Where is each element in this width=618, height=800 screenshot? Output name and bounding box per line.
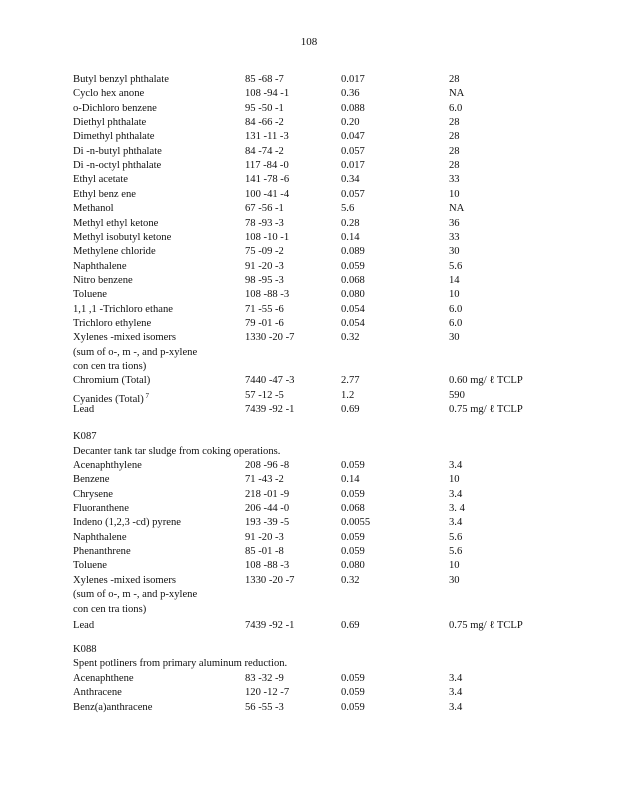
cas-number: 141 -78 -6	[245, 174, 290, 185]
cas-number: 85 -01 -8	[245, 546, 284, 557]
cas-number: 218 -01 -9	[245, 489, 290, 500]
substance-name: o-Dichloro benzene	[73, 103, 157, 114]
table-row	[0, 188, 618, 202]
cas-number: 131 -11 -3	[245, 131, 289, 142]
substance-name: Acenaphthylene	[73, 460, 142, 471]
nonwastewater-concentration: 6.0	[449, 103, 463, 114]
nonwastewater-concentration: 30	[449, 575, 460, 586]
substance-name: Acenaphthene	[73, 673, 134, 684]
substance-name: Diethyl phthalate	[73, 117, 147, 128]
substance-name: Nitro benzene	[73, 275, 133, 286]
table-row	[0, 588, 618, 602]
substance-name: Methyl ethyl ketone	[73, 218, 159, 229]
wastewater-concentration: 2.77	[341, 375, 360, 386]
wastewater-concentration: 0.068	[341, 503, 365, 514]
table-row	[0, 374, 618, 388]
cas-number: 7439 -92 -1	[245, 620, 295, 631]
wastewater-concentration: 0.32	[341, 332, 360, 343]
substance-name: Dimethyl phthalate	[73, 131, 155, 142]
table-row	[0, 145, 618, 159]
substance-name: Di -n-butyl phthalate	[73, 146, 162, 157]
substance-name: Cyanides (Total) $^7$	[73, 392, 149, 405]
cas-number: 79 -01 -6	[245, 318, 284, 329]
substance-name: Chromium (Total)	[73, 375, 151, 386]
table-row	[0, 559, 618, 573]
nonwastewater-concentration: 6.0	[449, 304, 463, 315]
table-row	[0, 303, 618, 317]
wastewater-concentration: 0.059	[341, 489, 365, 500]
wastewater-concentration: 0.14	[341, 474, 360, 485]
substance-name: Ethyl benz ene	[73, 189, 136, 200]
substance-name: (sum of o-, m -, and p-xylene	[73, 589, 198, 600]
nonwastewater-concentration: 28	[449, 117, 460, 128]
wastewater-concentration: 0.059	[341, 460, 365, 471]
wastewater-concentration: 0.047	[341, 131, 365, 142]
table-row	[0, 173, 618, 187]
table-row	[0, 603, 618, 617]
substance-name: Methanol	[73, 203, 114, 214]
wastewater-concentration: 0.057	[341, 189, 365, 200]
wastewater-concentration: 0.054	[341, 318, 365, 329]
table-row	[0, 619, 618, 633]
substance-name: Toluene	[73, 560, 107, 571]
wastewater-concentration: 0.088	[341, 103, 365, 114]
cas-number: 193 -39 -5	[245, 517, 290, 528]
footnote-marker: 7	[143, 392, 149, 400]
nonwastewater-concentration: 5.6	[449, 261, 463, 272]
cas-number: 91 -20 -3	[245, 532, 284, 543]
cas-number: 120 -12 -7	[245, 687, 290, 698]
table-row	[0, 672, 618, 686]
wastewater-concentration: 0.059	[341, 546, 365, 557]
cas-number: 98 -95 -3	[245, 275, 284, 286]
table-row	[0, 360, 618, 374]
cas-number: 117 -84 -0	[245, 160, 289, 171]
section-description-k087: Decanter tank tar sludge from coking operations.	[73, 446, 281, 457]
substance-name: Naphthalene	[73, 261, 127, 272]
table-row	[0, 403, 618, 417]
table-row	[0, 502, 618, 516]
table-row	[0, 274, 618, 288]
wastewater-concentration: 0.017	[341, 160, 365, 171]
nonwastewater-concentration: 3.4	[449, 702, 463, 713]
cas-number: 71 -43 -2	[245, 474, 284, 485]
table-row	[0, 545, 618, 559]
nonwastewater-concentration: 0.75 mg/ ℓ TCLP	[449, 404, 523, 415]
nonwastewater-concentration: 28	[449, 160, 460, 171]
table-row	[0, 389, 618, 403]
wastewater-concentration: 0.32	[341, 575, 360, 586]
table-row	[0, 473, 618, 487]
substance-name: Di -n-octyl phthalate	[73, 160, 162, 171]
nonwastewater-concentration: 14	[449, 275, 460, 286]
nonwastewater-concentration: 30	[449, 246, 460, 257]
cas-number: 7439 -92 -1	[245, 404, 295, 415]
table-row	[0, 531, 618, 545]
wastewater-concentration: 0.080	[341, 560, 365, 571]
table-row	[0, 217, 618, 231]
table-row	[0, 116, 618, 130]
nonwastewater-concentration: 0.60 mg/ ℓ TCLP	[449, 375, 523, 386]
nonwastewater-concentration: 3.4	[449, 673, 463, 684]
table-row	[0, 346, 618, 360]
cas-number: 7440 -47 -3	[245, 375, 295, 386]
table-row	[0, 102, 618, 116]
section-code-k088: K088	[73, 644, 97, 655]
wastewater-concentration: 0.059	[341, 532, 365, 543]
nonwastewater-concentration: NA	[449, 203, 465, 214]
page-number: 108	[300, 36, 318, 48]
wastewater-concentration: 0.34	[341, 174, 360, 185]
nonwastewater-concentration: 590	[449, 390, 465, 401]
substance-name: Lead	[73, 404, 95, 415]
cas-number: 83 -32 -9	[245, 673, 284, 684]
cas-number: 84 -74 -2	[245, 146, 284, 157]
cas-number: 108 -88 -3	[245, 560, 290, 571]
nonwastewater-concentration: 30	[449, 332, 460, 343]
section-description-k088: Spent potliners from primary aluminum reduction.	[73, 658, 288, 669]
table-row	[0, 516, 618, 530]
substance-name: Naphthalene	[73, 532, 127, 543]
nonwastewater-concentration: 5.6	[449, 546, 463, 557]
nonwastewater-concentration: 3. 4	[449, 503, 465, 514]
wastewater-concentration: 0.059	[341, 673, 365, 684]
nonwastewater-concentration: 3.4	[449, 489, 463, 500]
wastewater-concentration: 0.059	[341, 261, 365, 272]
cas-number: 84 -66 -2	[245, 117, 284, 128]
nonwastewater-concentration: NA	[449, 88, 465, 99]
substance-name: Xylenes -mixed isomers	[73, 575, 176, 586]
table-row	[0, 459, 618, 473]
wastewater-concentration: 0.057	[341, 146, 365, 157]
cas-number: 95 -50 -1	[245, 103, 284, 114]
wastewater-concentration: 0.017	[341, 74, 365, 85]
nonwastewater-concentration: 28	[449, 74, 460, 85]
table-row	[0, 130, 618, 144]
table-row	[0, 245, 618, 259]
table-row	[0, 331, 618, 345]
cas-number: 67 -56 -1	[245, 203, 284, 214]
nonwastewater-concentration: 28	[449, 131, 460, 142]
wastewater-concentration: 0.059	[341, 702, 365, 713]
substance-name: Lead	[73, 620, 95, 631]
cas-number: 78 -93 -3	[245, 218, 284, 229]
substance-name: Trichloro ethylene	[73, 318, 152, 329]
substance-name: Butyl benzyl phthalate	[73, 74, 169, 85]
nonwastewater-concentration: 10	[449, 474, 460, 485]
section-code-k087: K087	[73, 431, 97, 442]
nonwastewater-concentration: 10	[449, 560, 460, 571]
cas-number: 1330 -20 -7	[245, 575, 295, 586]
table-row	[0, 288, 618, 302]
cas-number: 91 -20 -3	[245, 261, 284, 272]
substance-name: con cen tra tions)	[73, 361, 147, 372]
table-row	[0, 159, 618, 173]
nonwastewater-concentration: 3.4	[449, 687, 463, 698]
wastewater-concentration: 0.28	[341, 218, 360, 229]
wastewater-concentration: 1.2	[341, 390, 355, 401]
wastewater-concentration: 0.0055	[341, 517, 371, 528]
wastewater-concentration: 0.089	[341, 246, 365, 257]
wastewater-concentration: 0.36	[341, 88, 360, 99]
nonwastewater-concentration: 6.0	[449, 318, 463, 329]
substance-name: Benzene	[73, 474, 110, 485]
cas-number: 75 -09 -2	[245, 246, 284, 257]
cas-number: 100 -41 -4	[245, 189, 290, 200]
cas-number: 1330 -20 -7	[245, 332, 295, 343]
nonwastewater-concentration: 36	[449, 218, 460, 229]
substance-name: Xylenes -mixed isomers	[73, 332, 176, 343]
cas-number: 71 -55 -6	[245, 304, 284, 315]
table-row	[0, 686, 618, 700]
substance-name: Anthracene	[73, 687, 122, 698]
cas-number: 208 -96 -8	[245, 460, 290, 471]
wastewater-concentration: 0.054	[341, 304, 365, 315]
cas-number: 108 -94 -1	[245, 88, 290, 99]
wastewater-concentration: 0.20	[341, 117, 360, 128]
substance-name: Benz(a)anthracene	[73, 702, 153, 713]
wastewater-concentration: 0.69	[341, 404, 360, 415]
table-row	[0, 231, 618, 245]
wastewater-concentration: 5.6	[341, 203, 355, 214]
substance-name: (sum of o-, m -, and p-xylene	[73, 347, 198, 358]
substance-name: Toluene	[73, 289, 107, 300]
cas-number: 56 -55 -3	[245, 702, 284, 713]
wastewater-concentration: 0.080	[341, 289, 365, 300]
nonwastewater-concentration: 10	[449, 189, 460, 200]
wastewater-concentration: 0.059	[341, 687, 365, 698]
nonwastewater-concentration: 10	[449, 289, 460, 300]
substance-name: Phenanthrene	[73, 546, 131, 557]
table-row	[0, 317, 618, 331]
table-row	[0, 701, 618, 715]
wastewater-concentration: 0.068	[341, 275, 365, 286]
nonwastewater-concentration: 28	[449, 146, 460, 157]
substance-name: Chrysene	[73, 489, 114, 500]
nonwastewater-concentration: 0.75 mg/ ℓ TCLP	[449, 620, 523, 631]
nonwastewater-concentration: 33	[449, 232, 460, 243]
wastewater-concentration: 0.14	[341, 232, 360, 243]
cas-number: 85 -68 -7	[245, 74, 284, 85]
table-row	[0, 260, 618, 274]
nonwastewater-concentration: 3.4	[449, 517, 463, 528]
table-row	[0, 202, 618, 216]
wastewater-concentration: 0.69	[341, 620, 360, 631]
substance-name: Ethyl acetate	[73, 174, 128, 185]
table-row	[0, 87, 618, 101]
cas-number: 108 -88 -3	[245, 289, 290, 300]
table-row	[0, 488, 618, 502]
nonwastewater-concentration: 5.6	[449, 532, 463, 543]
substance-name: Cyclo hex anone	[73, 88, 145, 99]
substance-name: con cen tra tions)	[73, 604, 147, 615]
substance-name: 1,1 ,1 -Trichloro ethane	[73, 304, 173, 315]
cas-number: 206 -44 -0	[245, 503, 290, 514]
nonwastewater-concentration: 3.4	[449, 460, 463, 471]
cas-number: 57 -12 -5	[245, 390, 284, 401]
substance-name: Fluoranthene	[73, 503, 129, 514]
nonwastewater-concentration: 33	[449, 174, 460, 185]
substance-name: Methylene chloride	[73, 246, 156, 257]
table-row	[0, 73, 618, 87]
substance-name: Methyl isobutyl ketone	[73, 232, 172, 243]
substance-name: Indeno (1,2,3 -cd) pyrene	[73, 517, 181, 528]
cas-number: 108 -10 -1	[245, 232, 290, 243]
table-row	[0, 574, 618, 588]
